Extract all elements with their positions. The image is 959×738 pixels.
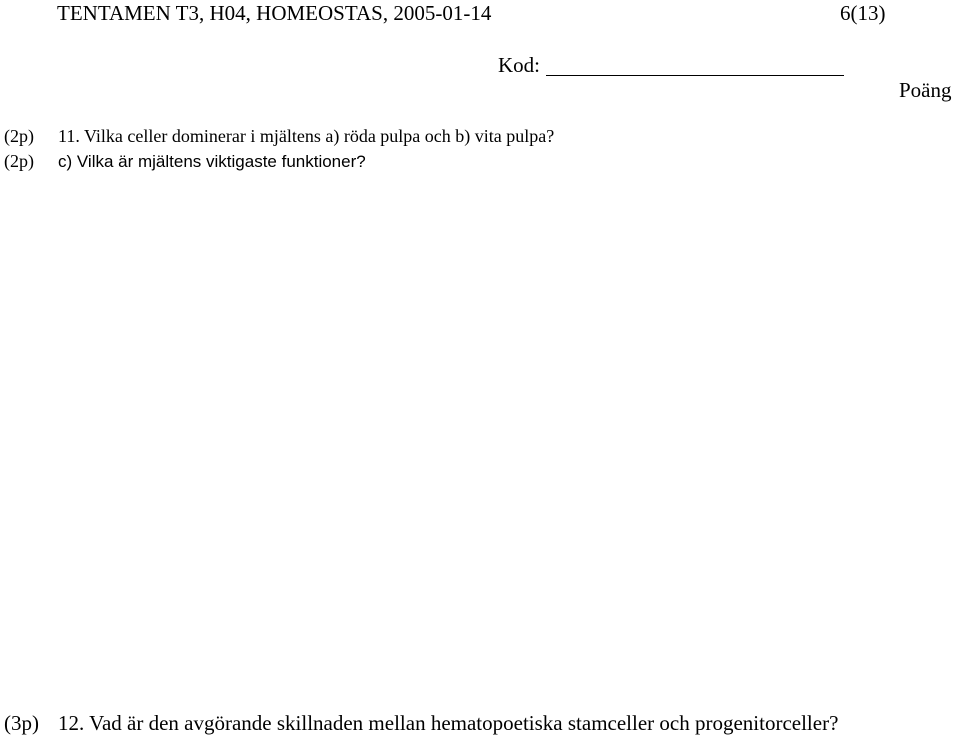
kod-label: Kod: bbox=[498, 53, 540, 77]
question-11-points: (2p) bbox=[4, 126, 34, 146]
page-header-title: TENTAMEN T3, H04, HOMEOSTAS, 2005-01-14 bbox=[57, 1, 492, 25]
question-11c-points: (2p) bbox=[4, 151, 34, 171]
poang-column-label: Poäng bbox=[899, 78, 952, 102]
question-11c-text: c) Vilka är mjältens viktigaste funktioner? bbox=[58, 152, 366, 171]
question-12-points: (3p) bbox=[4, 711, 39, 735]
kod-answer-line bbox=[546, 75, 844, 76]
page-number: 6(13) bbox=[840, 1, 886, 25]
question-11-text: 11. Vilka celler dominerar i mjältens a) röda pulpa och b) vita pulpa? bbox=[58, 126, 555, 146]
question-12-text: 12. Vad är den avgörande skillnaden mellan hematopoetiska stamceller och progenitorceller? bbox=[58, 711, 839, 735]
